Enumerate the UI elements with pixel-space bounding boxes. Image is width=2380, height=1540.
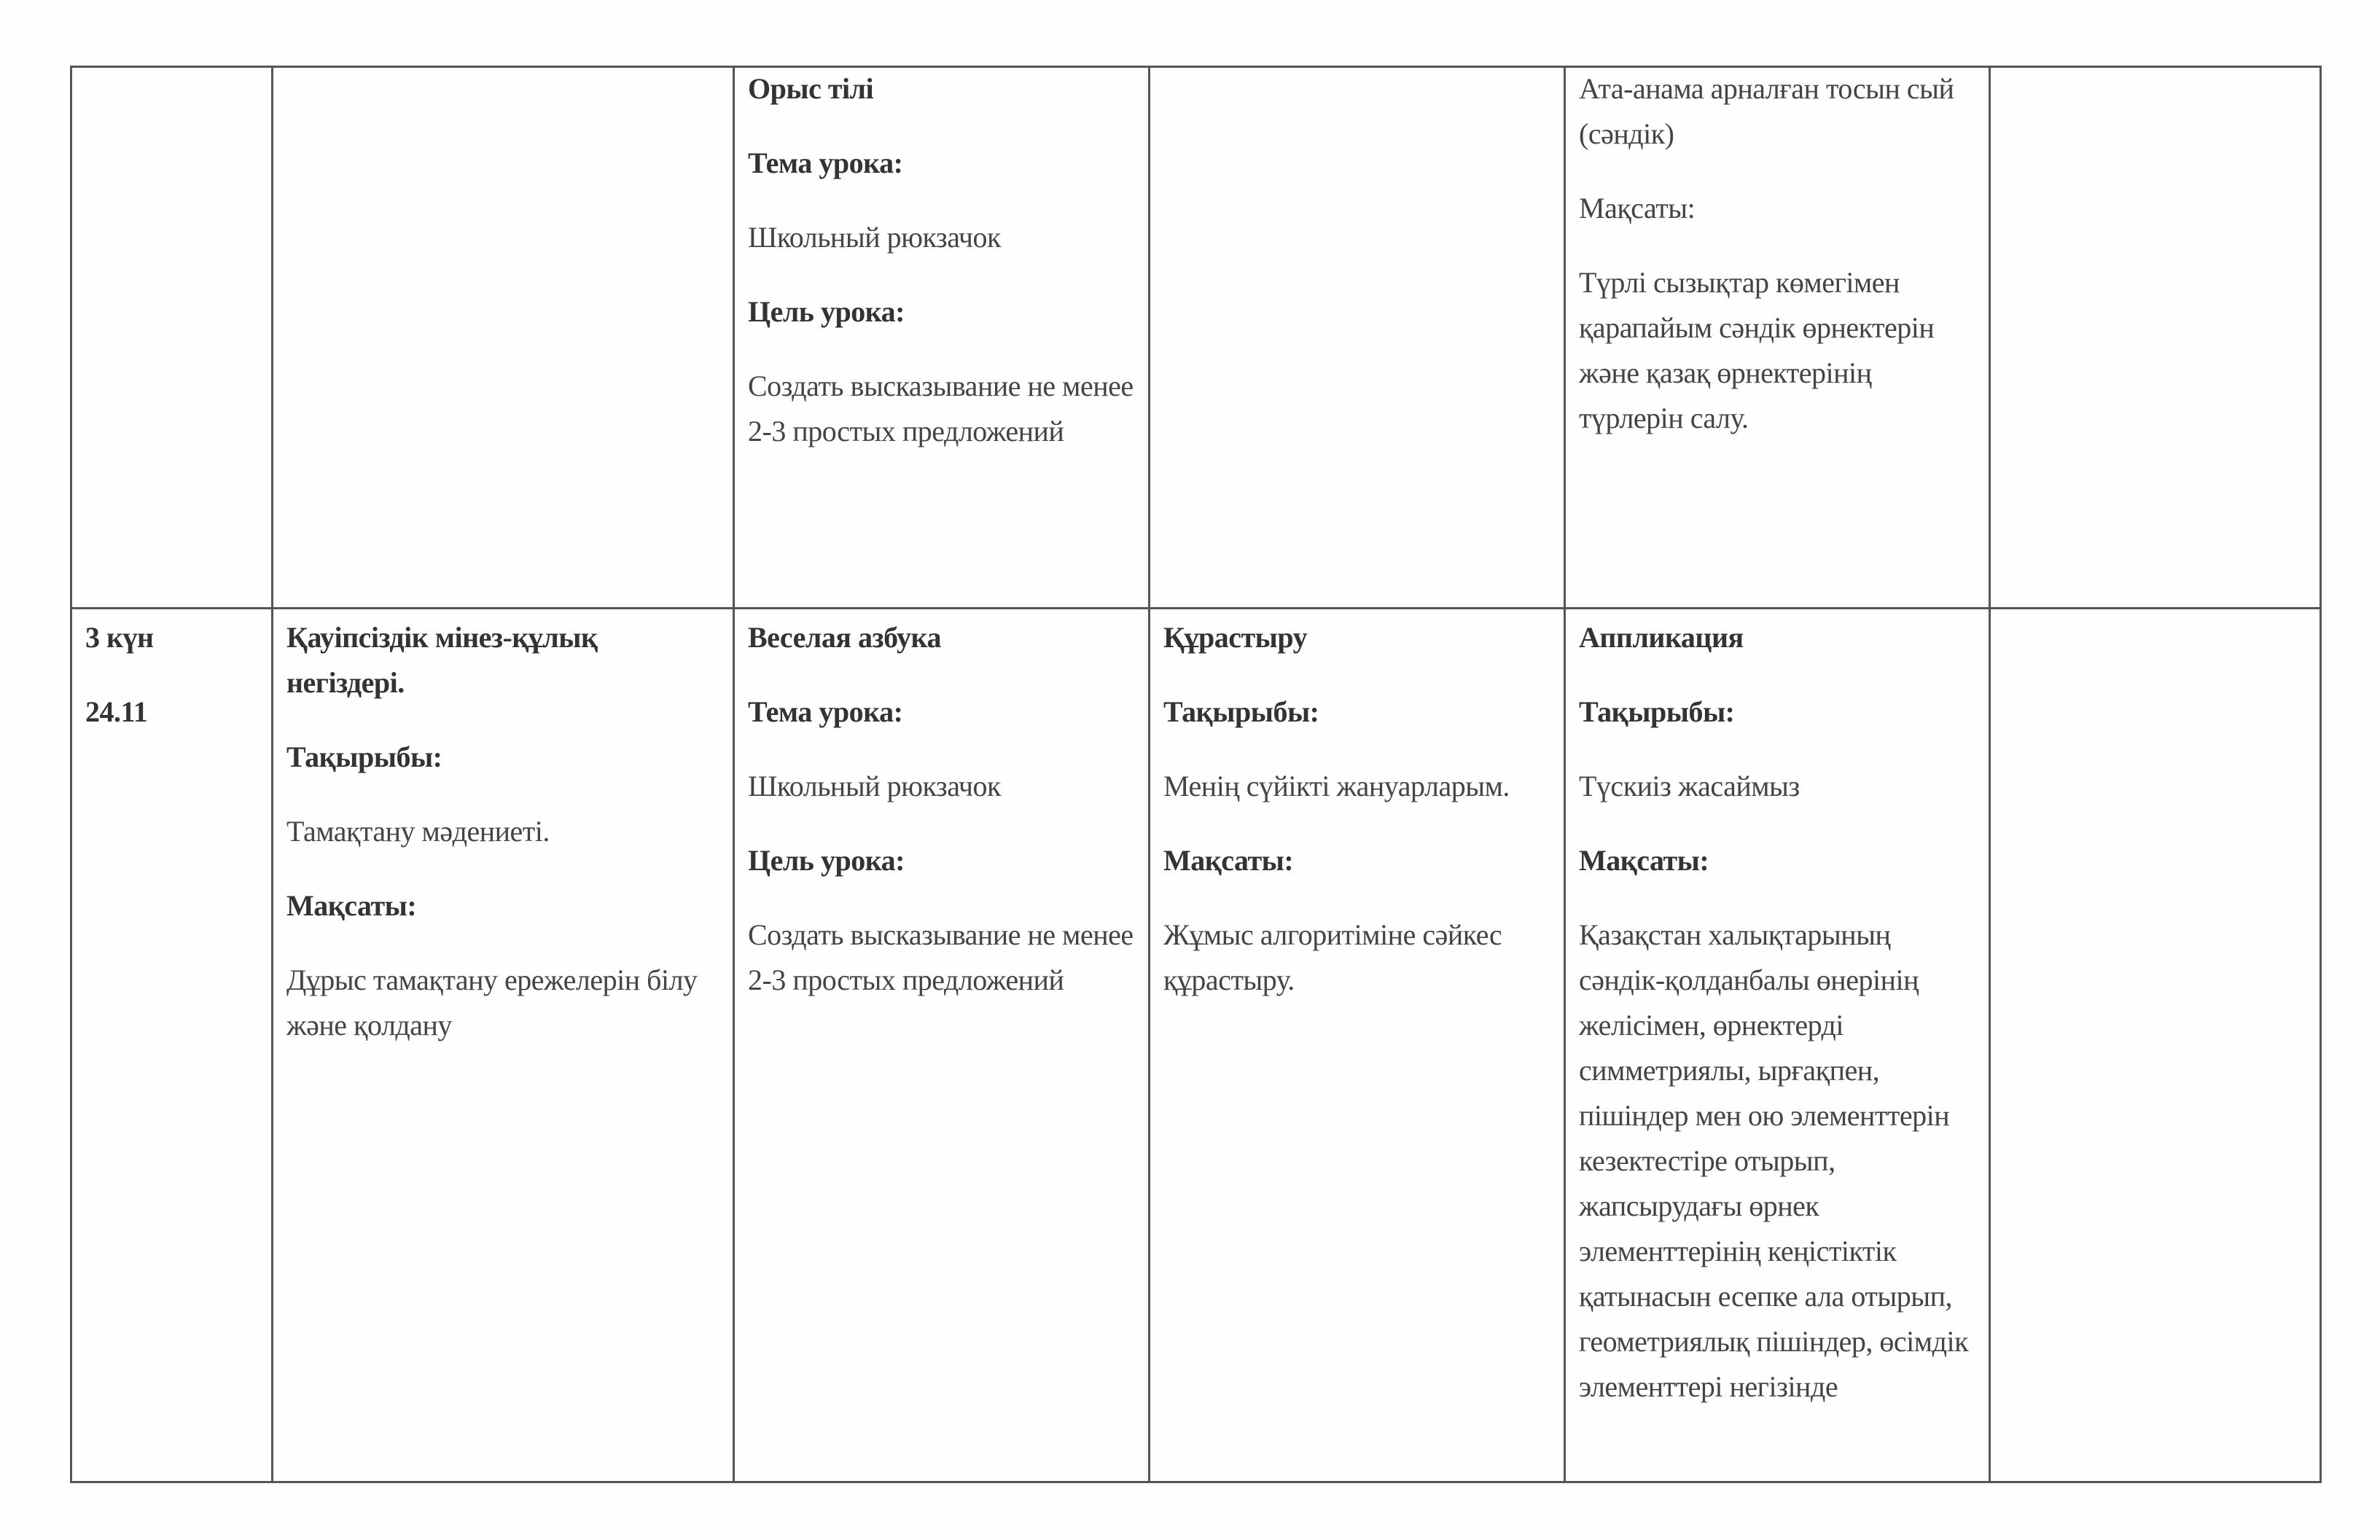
cell-text: Жұмыс алгоритіміне сәйкес құрастыру. [1163,918,1502,996]
day-label: 3 күн [85,621,154,654]
cell-heading: Тема урока: [748,146,903,179]
cell-heading: Цель урока: [748,295,905,328]
cell-text: Менің сүйікті жануарларым. [1163,770,1510,802]
activity-cell-russian-language [734,609,1150,1482]
activity-cell-notes [1990,609,2321,1482]
cell-heading: Тема урока: [748,695,903,728]
cell-text: Қазақстан халықтарының сәндік-қолданбалы өнерінің желісімен, өрнектерді симметриялы, ырғақпен, пішіндер мен ою элементтерін кезектестіре отырып, жапсырудағы өрнек элементтерінің кеңістіктік қатынасын есепке ала отырып, геометриялық пішіндер, өсімдік элементтері негізінде [1579,918,1969,1403]
cell-heading: Орыс тілі [748,72,874,105]
day-cell [71,67,273,609]
cell-heading: Мақсаты: [1579,844,1709,877]
cell-heading: Цель урока: [748,844,905,877]
cell-heading: Веселая азбука [748,621,941,654]
cell-text: Ата-анама арналған тосын сый (сәндік) [1579,72,1954,150]
cell-text: Түрлі сызықтар көмегімен қарапайым сәндік өрнектерін және қазақ өрнектерінің түрлерін салу. [1579,266,1935,434]
activity-cell-russian-language [734,67,1150,609]
table-row [71,609,2321,1482]
cell-heading: Тақырыбы: [286,740,442,773]
day-date: 24.11 [85,695,148,728]
cell-heading: Мақсаты: [286,889,417,922]
cell-text: Создать высказывание не менее 2-3 простых предложений [748,918,1134,996]
cell-text: Школьный рюкзачок [748,770,1001,802]
activity-cell-safety [273,609,734,1482]
cell-text: Школьный рюкзачок [748,221,1001,254]
activity-cell-construction [1150,67,1565,609]
activity-cell-applique [1565,609,1990,1482]
activity-cell-construction [1150,609,1565,1482]
activity-cell-art [1565,67,1990,609]
cell-heading: Аппликация [1579,621,1744,654]
cell-heading: Құрастыру [1163,621,1308,654]
cell-heading: Мақсаты: [1163,844,1294,877]
cell-text: Дұрыс тамақтану ережелерін білу және қолдану [286,964,698,1041]
cell-text: Создать высказывание не менее 2-3 простых предложений [748,370,1134,447]
cell-text: Мақсаты: [1579,192,1696,224]
day-cell [71,609,273,1482]
activity-cell-safety [273,67,734,609]
cell-heading: Қауіпсіздік мінез-құлық негіздері. [286,621,598,699]
cell-text: Түскиіз жасаймыз [1579,770,1800,802]
activity-cell-notes [1990,67,2321,609]
table-row [71,67,2321,609]
cell-text: Тамақтану мәдениеті. [286,815,550,848]
lesson-plan-table [70,66,2322,1483]
cell-heading: Тақырыбы: [1163,695,1319,728]
cell-heading: Тақырыбы: [1579,695,1735,728]
